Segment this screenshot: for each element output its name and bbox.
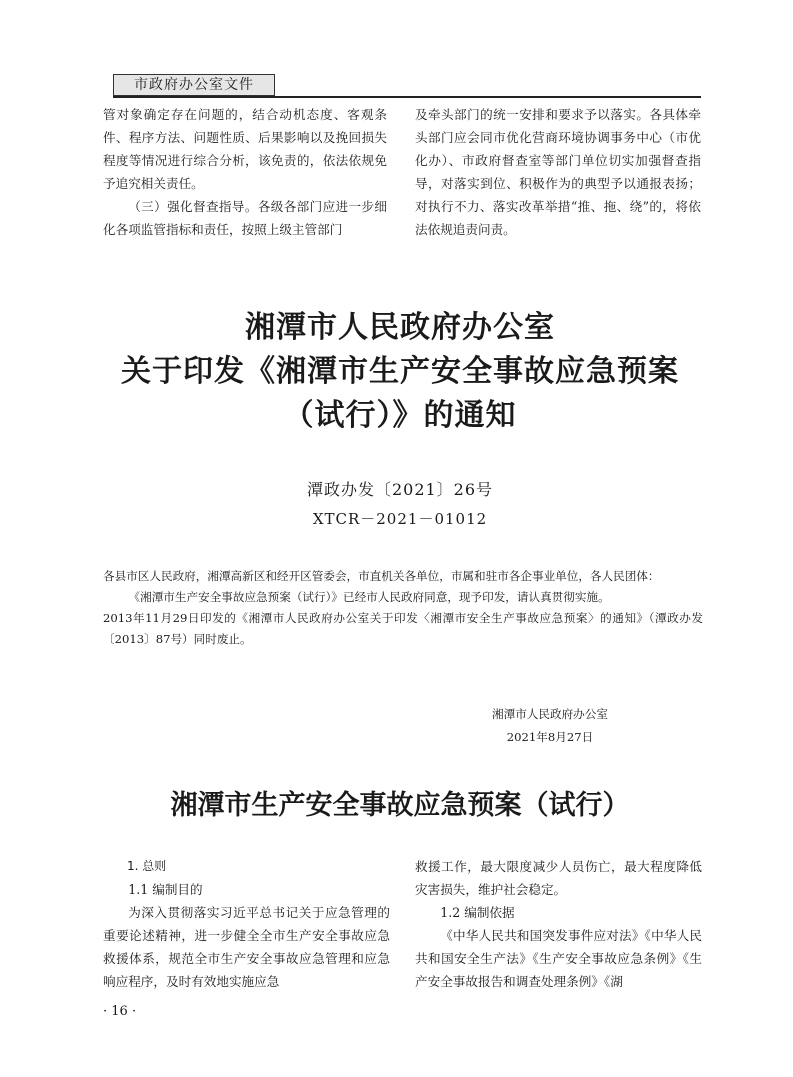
top-right-paragraph-1: 及牵头部门的统一安排和要求予以落实。各具体牵头部门应会同市优化营商环境协调事务中心（市优化办）、市政府督查室等部门单位切实加强督查指导，对落实到位、积极作为的典型予以通报表扬；对执行不力、落实改革举措“推、拖、绕”的，将依法依规追责问责。 xyxy=(415,107,701,237)
notice-addressee: 各县市区人民政府，湘潭高新区和经开区管委会，市直机关各单位，市属和驻市各企事业单位，各人民团体： xyxy=(103,569,660,583)
notice-title-line-2: 关于印发《湘潭市生产安全事故应急预案 xyxy=(121,354,679,389)
plan-title: 湘潭市生产安全事故应急预案（试行） xyxy=(170,790,630,821)
notice-title-line-1: 湘潭市人民政府办公室 xyxy=(245,310,555,345)
notice-paragraph-2: 2013年11月29日印发的《湘潭市人民政府办公室关于印发〈湘潭市安全生产事故应急预案〉的通知》（潭政办发〔2013〕87号）同时废止。 xyxy=(103,611,703,646)
top-left-column xyxy=(103,103,387,241)
plan-right-paragraph-1: 救援工作，最大限度减少人员伤亡，最大程度降低灾害损失，维护社会稳定。 xyxy=(415,859,702,897)
signature-organization: 湘潭市人民政府办公室 xyxy=(492,707,608,721)
plan-right-paragraph-2: 《中华人民共和国突发事件应对法》《中华人民共和国安全生产法》《生产安全事故应急条例》《生产安全事故报告和调查处理条例》《湖 xyxy=(415,928,702,989)
plan-right-column xyxy=(415,855,702,993)
notice-paragraph-1: 《湘潭市生产安全事故应急预案（试行）》已经市人民政府同意，现予印发，请认真贯彻实施。 xyxy=(128,590,610,604)
document-number: 潭政办发〔2021〕26号 xyxy=(306,480,494,499)
top-left-paragraph-1: 管对象确定存在问题的，结合动机态度、客观条件、程序方法、问题性质、后果影响以及挽回损失程度等情况进行综合分析，该免责的，依法依规免予追究相关责任。 xyxy=(103,107,387,191)
plan-left-paragraph-1: 为深入贯彻落实习近平总书记关于应急管理的重要论述精神，进一步健全全市生产安全事故应急救援体系，规范全市生产安全事故应急管理和应急响应程序，及时有效地实施应急 xyxy=(103,905,390,989)
plan-subsection-heading-1-2: 1.2 编制依据 xyxy=(440,905,515,920)
notice-title xyxy=(60,306,740,438)
section-header-label: 市政府办公室文件 xyxy=(113,74,275,96)
top-right-column xyxy=(415,103,701,241)
plan-section-heading: 1. 总则 xyxy=(127,859,167,873)
document-code: XTCR－2021－01012 xyxy=(312,510,488,528)
signature-date: 2021年8月27日 xyxy=(506,730,594,744)
page-number: · 16 · xyxy=(103,1004,137,1019)
plan-subsection-heading-1-1: 1.1 编制目的 xyxy=(128,882,203,897)
header-divider xyxy=(113,96,701,98)
top-left-paragraph-2: （三）强化督查指导。各级各部门应进一步细化各项监管指标和责任，按照上级主管部门 xyxy=(103,199,387,237)
plan-left-column xyxy=(103,855,390,993)
notice-body xyxy=(103,566,703,650)
notice-title-line-3: （试行）》的通知 xyxy=(283,398,517,433)
